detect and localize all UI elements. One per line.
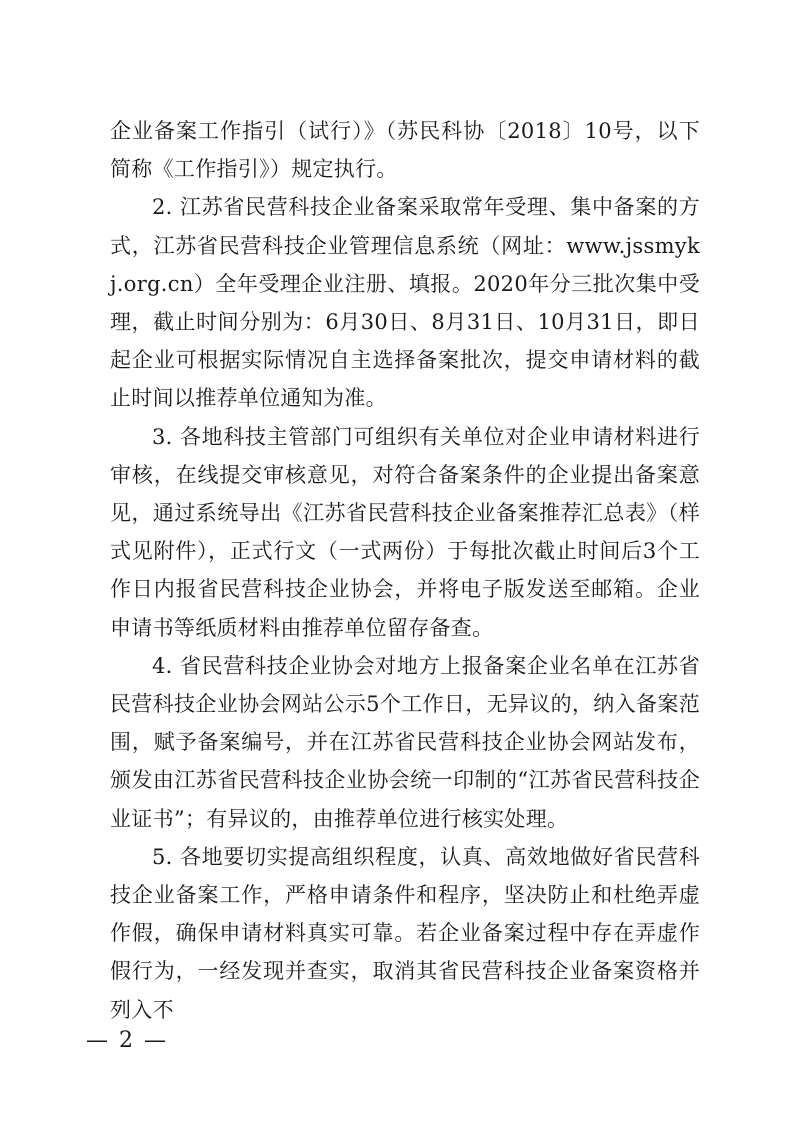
document-body — [110, 112, 700, 1029]
paragraph-continuation: 企业备案工作指引（试行）》（苏民科协〔2018〕10号，以下简称《工作指引》）规定执行。 — [110, 119, 700, 182]
paragraph-item-2: 2. 江苏省民营科技企业备案采取常年受理、集中备案的方式，江苏省民营科技企业管理信息系统（网址：www.jssmykj.org.cn）全年受理企业注册、填报。2020年分三批次集中受理，截止时间分别为：6月30日、8月31日、10月31日，即日起企业可根据实际情况自主选择备案批次，提交申请材料的截止时间以推荐单位通知为准。 — [110, 195, 700, 411]
paragraph-item-3: 3. 各地科技主管部门可组织有关单位对企业申请材料进行审核，在线提交审核意见，对符合备案条件的企业提出备案意见，通过系统导出《江苏省民营科技企业备案推荐汇总表》（样式见附件），正式行文（一式两份）于每批次截止时间后3个工作日内报省民营科技企业协会，并将电子版发送至邮箱。企业申请书等纸质材料由推荐单位留存备查。 — [110, 424, 700, 640]
paragraph-item-5: 5. 各地要切实提高组织程度，认真、高效地做好省民营科技企业备案工作，严格申请条件和程序，坚决防止和杜绝弄虚作假，确保申请材料真实可靠。若企业备案过程中存在弄虚作假行为，一经发现并查实，取消其省民营科技企业备案资格并列入不 — [110, 844, 700, 1022]
paragraph-item-4: 4. 省民营科技企业协会对地方上报备案企业名单在江苏省民营科技企业协会网站公示5个工作日，无异议的，纳入备案范围，赋予备案编号，并在江苏省民营科技企业协会网站发布，颁发由江苏省民营科技企业协会统一印制的“江苏省民营科技企业证书”；有异议的，由推荐单位进行核实处理。 — [110, 653, 700, 831]
page-number: — 2 — — [86, 1028, 168, 1053]
